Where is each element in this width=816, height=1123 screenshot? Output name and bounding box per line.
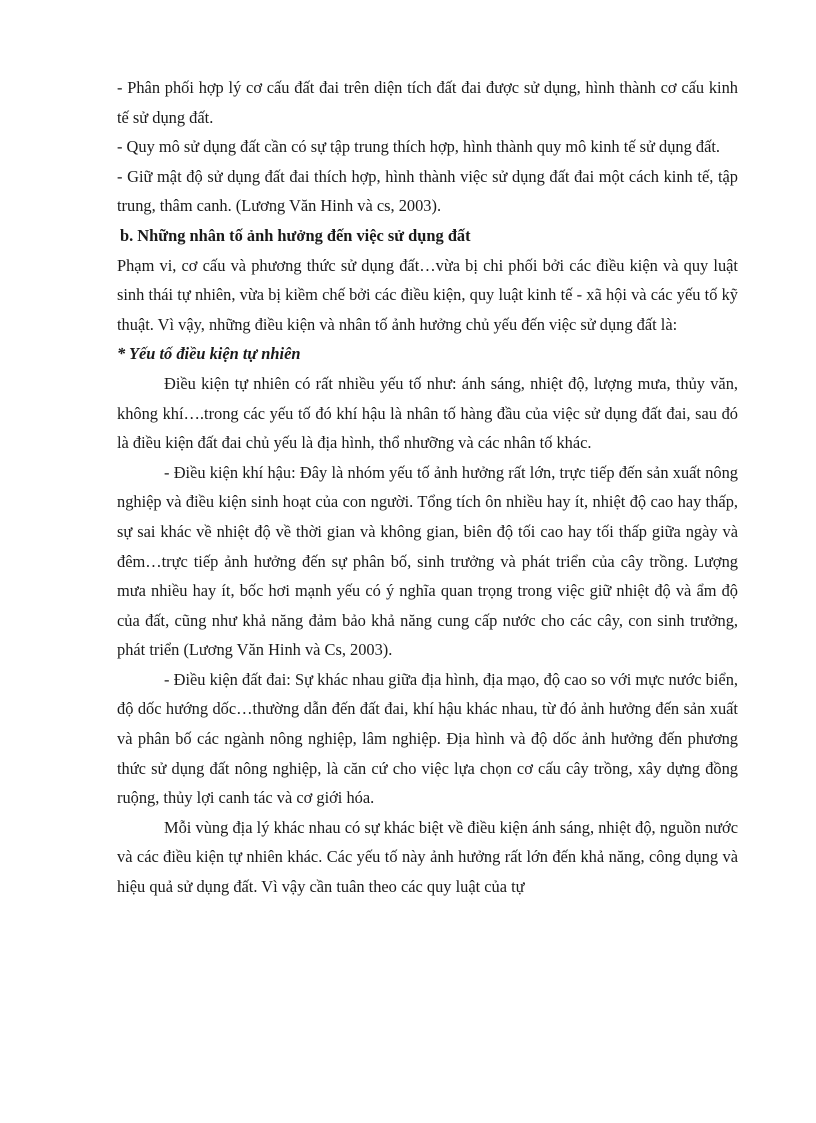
paragraph-geographic-regions: Mỗi vùng địa lý khác nhau có sự khác biệt về điều kiện ánh sáng, nhiệt độ, nguồn nước và các điều kiện tự nhiên khác. Các yếu tố này ảnh hưởng rất lớn đến khả năng, công dụng và hiệu quả sử dụng đất. Vì vậy cần tuân theo các quy luật của tự — [117, 817, 738, 897]
subheading-natural-conditions: * Yếu tố điều kiện tự nhiên — [117, 344, 301, 364]
intro-paragraph: Phạm vi, cơ cấu và phương thức sử dụng đất…vừa bị chi phối bởi các điều kiện và quy luật sinh thái tự nhiên, vừa bị kiềm chế bởi các điều kiện, quy luật kinh tế - xã hội và các yếu tố kỹ thuật. Vì vậy, những điều kiện và nhân tố ảnh hưởng chủ yếu đến việc sử dụng đất là: — [117, 255, 738, 334]
section-heading: b. Những nhân tố ảnh hưởng đến việc sử dụng đất — [120, 225, 471, 245]
paragraph-climate-conditions: - Điều kiện khí hậu: Đây là nhóm yếu tố ảnh hưởng rất lớn, trực tiếp đến sản xuất nông nghiệp và điều kiện sinh hoạt của con người. Tổng tích ôn nhiều hay ít, nhiệt độ cao hay thấp, sự sai khác về nhiệt độ về thời gian và không gian, biên độ tối cao hay tối thấp giữa ngày và đêm…trực tiếp ảnh hưởng đến sự phân bố, sinh trưởng và phát triển của cây trồng. Lượng mưa nhiều hay ít, bốc hơi mạnh yếu có ý nghĩa quan trọng trong việc giữ nhiệt độ và ẩm độ của đất, cũng như khả năng đảm bảo khả năng cung cấp nước cho các cây, con sinh trưởng, phát triển (Lương Văn Hinh và Cs, 2003). — [117, 462, 738, 660]
paragraph-land-conditions: - Điều kiện đất đai: Sự khác nhau giữa địa hình, địa mạo, độ cao so với mực nước biển, độ dốc hướng dốc…thường dẫn đến đất đai, khí hậu khác nhau, từ đó ảnh hưởng đến sản xuất và phân bố các ngành nông nghiệp, lâm nghiệp. Địa hình và độ dốc ảnh hưởng đến phương thức sử dụng đất nông nghiệp, là căn cứ cho việc lựa chọn cơ cấu cây trồng, xây dựng đồng ruộng, thủy lợi canh tác và cơ giới hóa. — [117, 669, 738, 808]
bullet-land-density: - Giữ mật độ sử dụng đất đai thích hợp, hình thành việc sử dụng đất đai một cách kinh tế, tập trung, thâm canh. (Lương Văn Hinh và cs, 2003). — [117, 166, 738, 216]
bullet-land-scale: - Quy mô sử dụng đất cần có sự tập trung thích hợp, hình thành quy mô kinh tế sử dụng đất. — [117, 137, 720, 157]
bullet-land-structure: - Phân phối hợp lý cơ cấu đất đai trên diện tích đất đai được sử dụng, hình thành cơ cấu kinh tế sử dụng đất. — [117, 78, 738, 127]
paragraph-natural-conditions: Điều kiện tự nhiên có rất nhiều yếu tố như: ánh sáng, nhiệt độ, lượng mưa, thủy văn, không khí….trong các yếu tố đó khí hậu là nhân tố hàng đầu của việc sử dụng đất đai, sau đó là điều kiện đất đai chủ yếu là địa hình, thổ nhưỡng và các nhân tố khác. — [117, 373, 738, 453]
document-page — [117, 73, 738, 902]
